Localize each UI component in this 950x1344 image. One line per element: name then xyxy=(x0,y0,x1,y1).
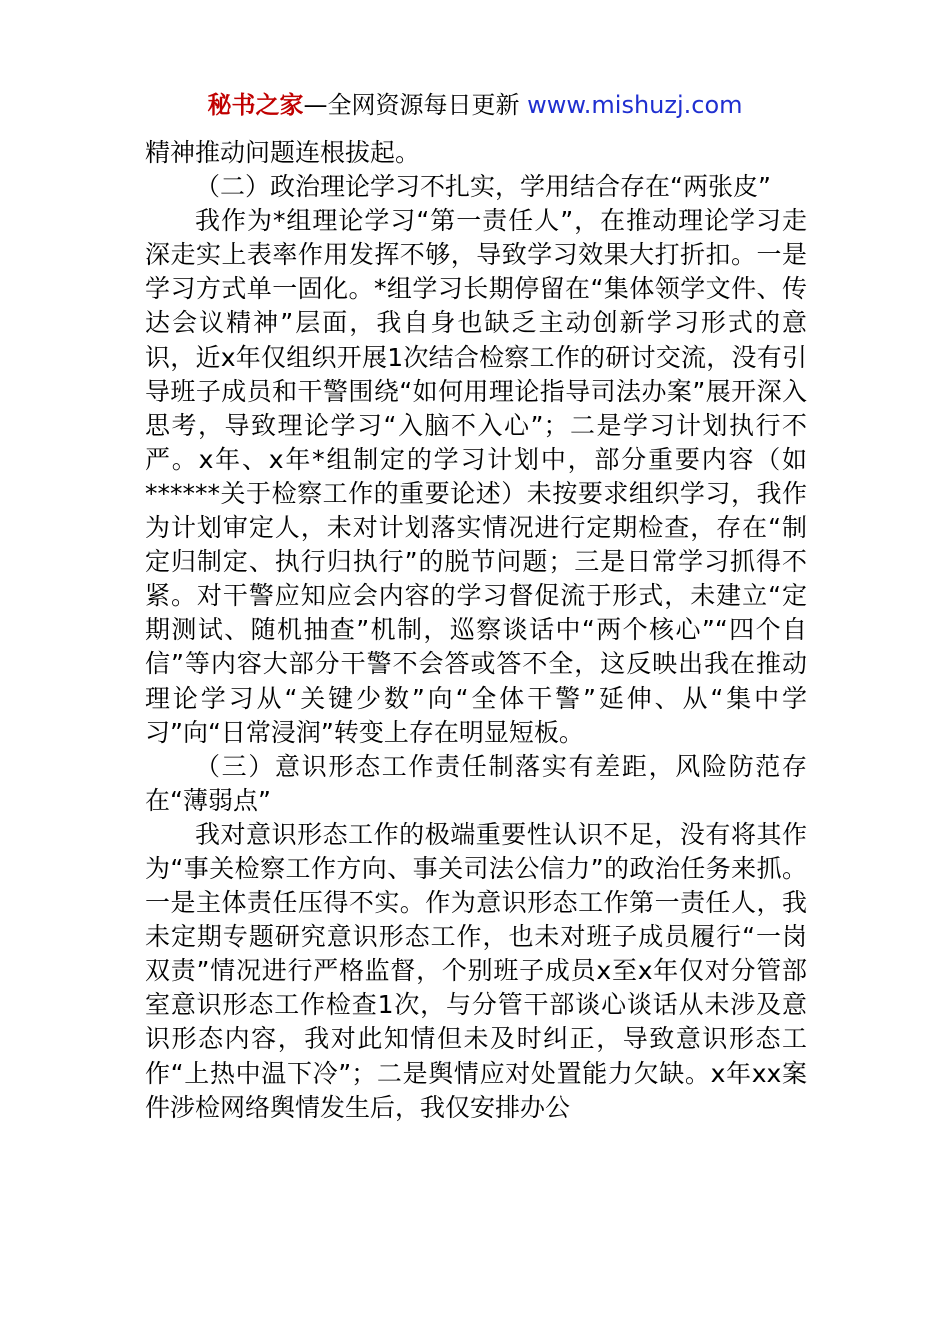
paragraph-3: 我对意识形态工作的极端重要性认识不足，没有将其作为“事关检察工作方向、事关司法公信力”的政治任务来抓。一是主体责任压得不实。作为意识形态工作第一责任人，我未定期专题研究意识形态工作，也未对班子成员履行“一岗双责”情况进行严格监督，个别班子成员x至x年仅对分管部室意识形态工作检查1次，与分管干部谈心谈话从未涉及意识形态内容，我对此知情但未及时纠正，导致意识形态工作“上热中温下冷”；二是舆情应对处置能力欠缺。x年xx案件涉检网络舆情发生后，我仅安排办公 xyxy=(145,819,807,1122)
header-url[interactable]: www.mishuzj.com xyxy=(527,91,743,119)
header-tagline: 全网资源每日更新 xyxy=(327,91,520,119)
header-separator: — xyxy=(303,91,328,119)
brand-name: 秘书之家 xyxy=(207,91,304,119)
document-body xyxy=(145,136,807,1125)
paragraph-continuation: 精神推动问题连根拔起。 xyxy=(145,138,421,167)
page-header xyxy=(0,88,950,122)
section-heading-3: （三）意识形态工作责任制落实有差距，风险防范存在“薄弱点” xyxy=(145,751,807,815)
paragraph-2: 我作为*组理论学习“第一责任人”，在推动理论学习走深走实上表率作用发挥不够，导致学习效果大打折扣。一是学习方式单一固化。*组学习长期停留在“集体领学文件、传达会议精神”层面，我自身也缺乏主动创新学习形式的意识，近x年仅组织开展1次结合检察工作的研讨交流，没有引导班子成员和干警围绕“如何用理论指导司法办案”展开深入思考，导致理论学习“入脑不入心”；二是学习计划执行不严。x年、x年*组制定的学习计划中，部分重要内容（如******关于检察工作的重要论述）未按要求组织学习，我作为计划审定人，未对计划落实情况进行定期检查，存在“制定归制定、执行归执行”的脱节问题；三是日常学习抓得不紧。对干警应知应会内容的学习督促流于形式，未建立“定期测试、随机抽查”机制，巡察谈话中“两个核心”“四个自信”等内容大部分干警不会答或答不全，这反映出我在推动理论学习从“关键少数”向“全体干警”延伸、从“集中学习”向“日常浸润”转变上存在明显短板。 xyxy=(145,206,807,747)
section-heading-2: （二）政治理论学习不扎实，学用结合存在“两张皮” xyxy=(195,172,771,202)
